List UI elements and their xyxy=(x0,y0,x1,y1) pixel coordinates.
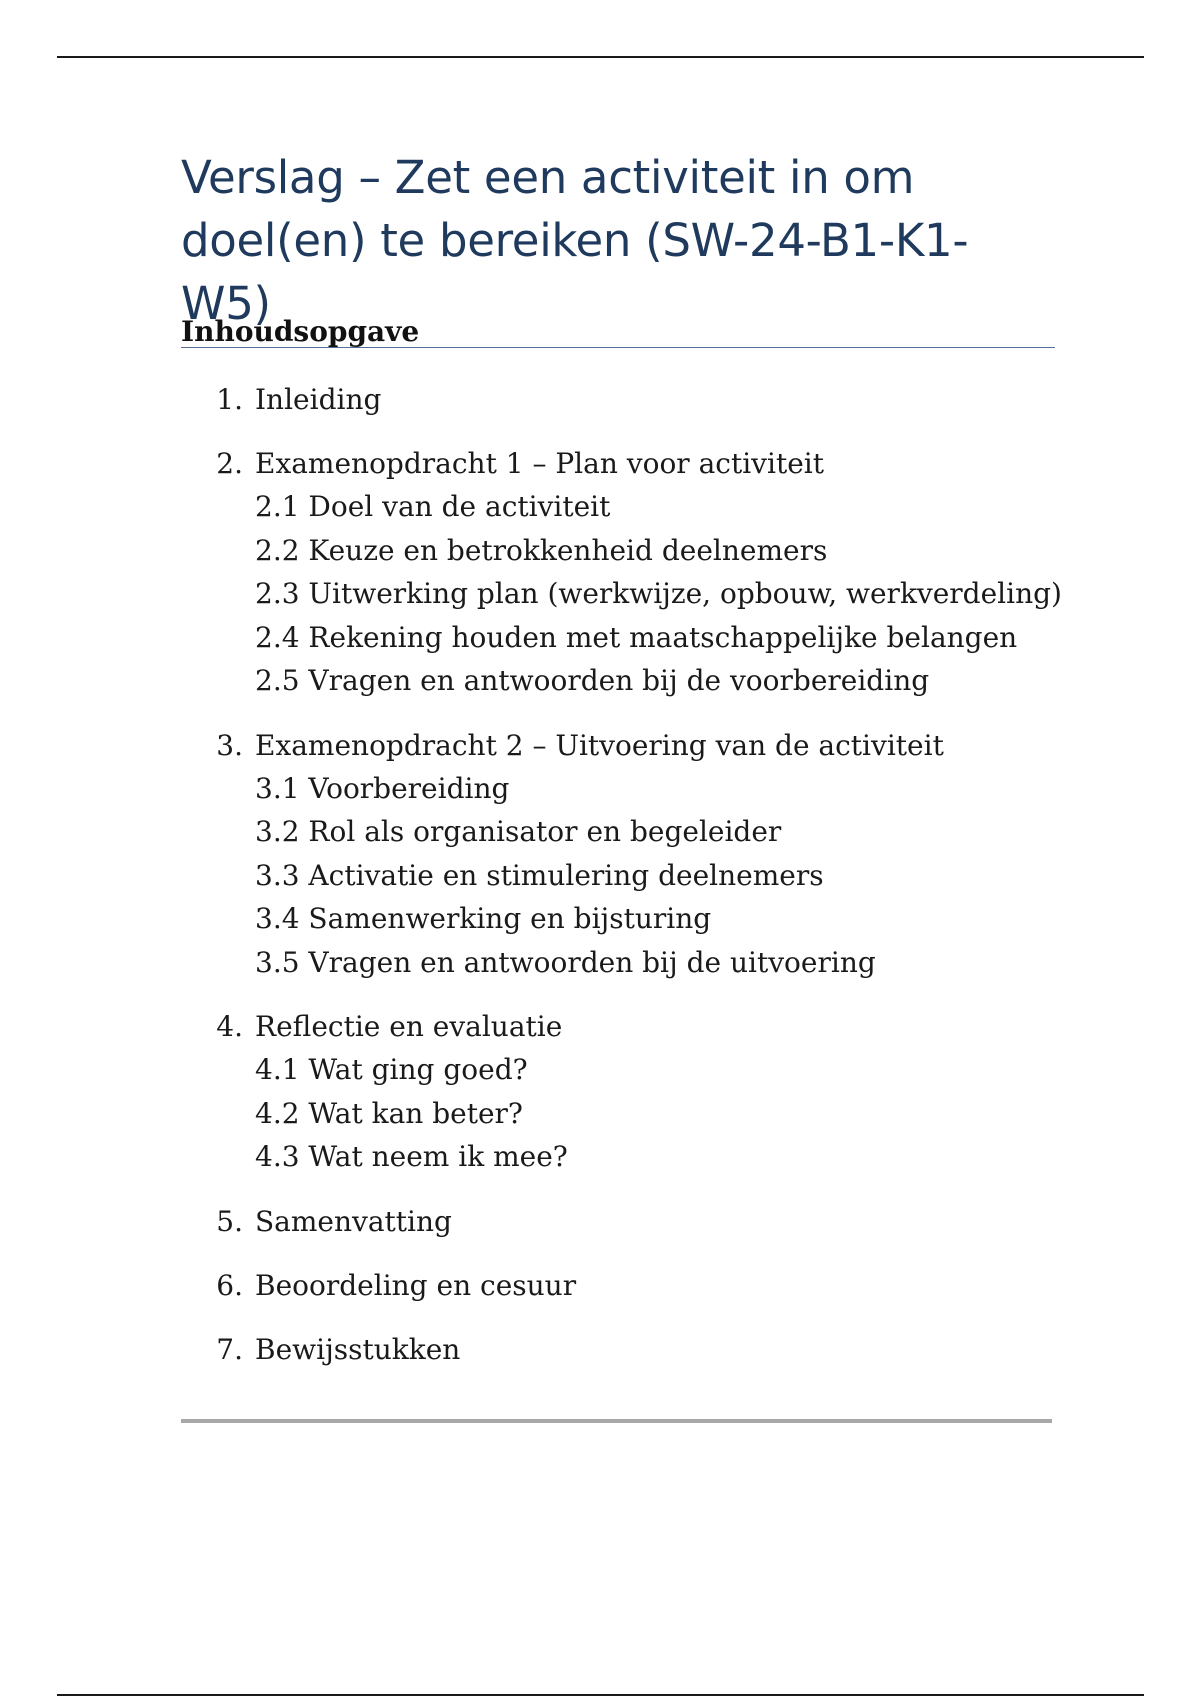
toc-entry-number: 6. xyxy=(216,1268,243,1302)
toc-entry xyxy=(181,1264,1081,1307)
toc-entry-label: Examenopdracht 1 – Plan voor activiteit xyxy=(255,447,824,480)
toc-entry-number: 7. xyxy=(216,1332,243,1366)
section-end-rule xyxy=(181,1419,1052,1423)
toc-entry-label: Reflectie en evaluatie xyxy=(255,1010,563,1043)
page-footer-rule xyxy=(57,1694,1144,1696)
toc-subentry: 3.3 Activatie en stimulering deelnemers xyxy=(255,858,824,892)
toc-item xyxy=(181,1328,1081,1371)
toc-entry-label: Inleiding xyxy=(255,383,382,416)
toc-subentry: 2.5 Vragen en antwoorden bij de voorbereiding xyxy=(255,664,930,697)
toc-subentry: 3.1 Voorbereiding xyxy=(255,771,510,805)
toc-subentry: 4.1 Wat ging goed? xyxy=(255,1053,528,1086)
toc-heading: Inhoudsopgave xyxy=(181,315,420,348)
toc-entry-number: 4. xyxy=(216,1010,243,1043)
toc-item xyxy=(181,724,1081,985)
toc-entry-label: Beoordeling en cesuur xyxy=(255,1268,577,1302)
toc-entry-label: Bewijsstukken xyxy=(255,1332,461,1366)
toc-entry-label: Samenvatting xyxy=(255,1204,452,1238)
toc-subentry: 3.4 Samenwerking en bijsturing xyxy=(255,902,712,935)
toc-entry xyxy=(181,378,1081,421)
toc-subentry: 4.2 Wat kan beter? xyxy=(255,1096,523,1130)
toc-entry-number: 2. xyxy=(216,447,243,480)
page-header-rule xyxy=(57,56,1144,58)
toc-subentry: 2.2 Keuze en betrokkenheid deelnemers xyxy=(255,533,828,567)
toc-item xyxy=(181,1200,1081,1243)
toc-subentry: 2.4 Rekening houden met maatschappelijke belangen xyxy=(255,620,1018,654)
toc-sublist xyxy=(181,767,1081,985)
toc-item xyxy=(181,1005,1081,1179)
toc-item xyxy=(181,1264,1081,1307)
toc-item xyxy=(181,378,1081,421)
toc-entry xyxy=(181,1328,1081,1371)
toc-entry xyxy=(181,724,1081,767)
table-of-contents xyxy=(181,378,1081,1392)
toc-entry xyxy=(181,442,1081,485)
toc-item xyxy=(181,442,1081,703)
toc-entry-label: Examenopdracht 2 – Uitvoering van de activiteit xyxy=(255,728,944,762)
toc-sublist xyxy=(181,1048,1081,1179)
toc-entry-number: 3. xyxy=(216,728,243,762)
toc-subentry: 3.2 Rol als organisator en begeleider xyxy=(255,815,782,848)
document-title: Verslag – Zet een activiteit in om doel(en) te bereiken (SW-24-B1-K1-W5) xyxy=(181,151,969,330)
toc-subentry: 4.3 Wat neem ik mee? xyxy=(255,1140,568,1173)
toc-subentry: 3.5 Vragen en antwoorden bij de uitvoering xyxy=(255,945,876,979)
toc-subentry: 2.3 Uitwerking plan (werkwijze, opbouw, werkverdeling) xyxy=(255,577,1062,610)
toc-subentry: 2.1 Doel van de activiteit xyxy=(255,490,611,523)
toc-entry xyxy=(181,1200,1081,1243)
toc-entry-number: 1. xyxy=(216,383,243,416)
toc-entry xyxy=(181,1005,1081,1048)
toc-sublist xyxy=(181,485,1081,703)
toc-entry-number: 5. xyxy=(216,1204,243,1238)
